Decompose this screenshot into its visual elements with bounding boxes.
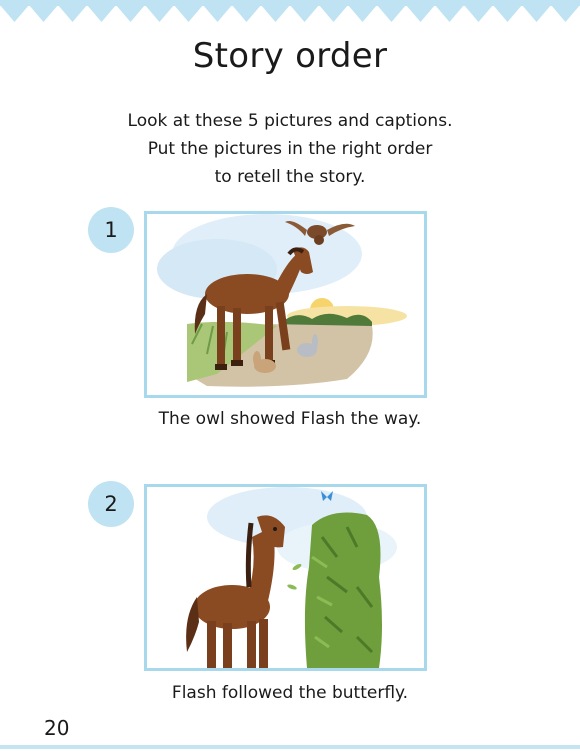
bottom-rule (0, 745, 580, 749)
horse-hedge-butterfly-illustration (147, 487, 424, 668)
instruction-line: Put the pictures in the right order (147, 139, 433, 159)
hedge-figure (305, 513, 382, 668)
instruction-line: Look at these 5 pictures and captions. (127, 111, 453, 131)
instructions-text (0, 107, 580, 191)
horse-owl-rabbits-illustration (147, 214, 424, 395)
number-badge-2: 2 (88, 481, 134, 527)
number-badge-1: 1 (88, 207, 134, 253)
instruction-line: to retell the story. (214, 167, 366, 187)
page-number: 20 (44, 716, 70, 740)
picture-frame-1[interactable] (144, 211, 427, 398)
picture-frame-2[interactable] (144, 484, 427, 671)
caption-1: The owl showed Flash the way. (158, 409, 422, 429)
caption-2: Flash followed the butterfly. (171, 683, 409, 703)
page-title: Story order (192, 36, 388, 76)
zigzag-top-border (0, 0, 580, 24)
